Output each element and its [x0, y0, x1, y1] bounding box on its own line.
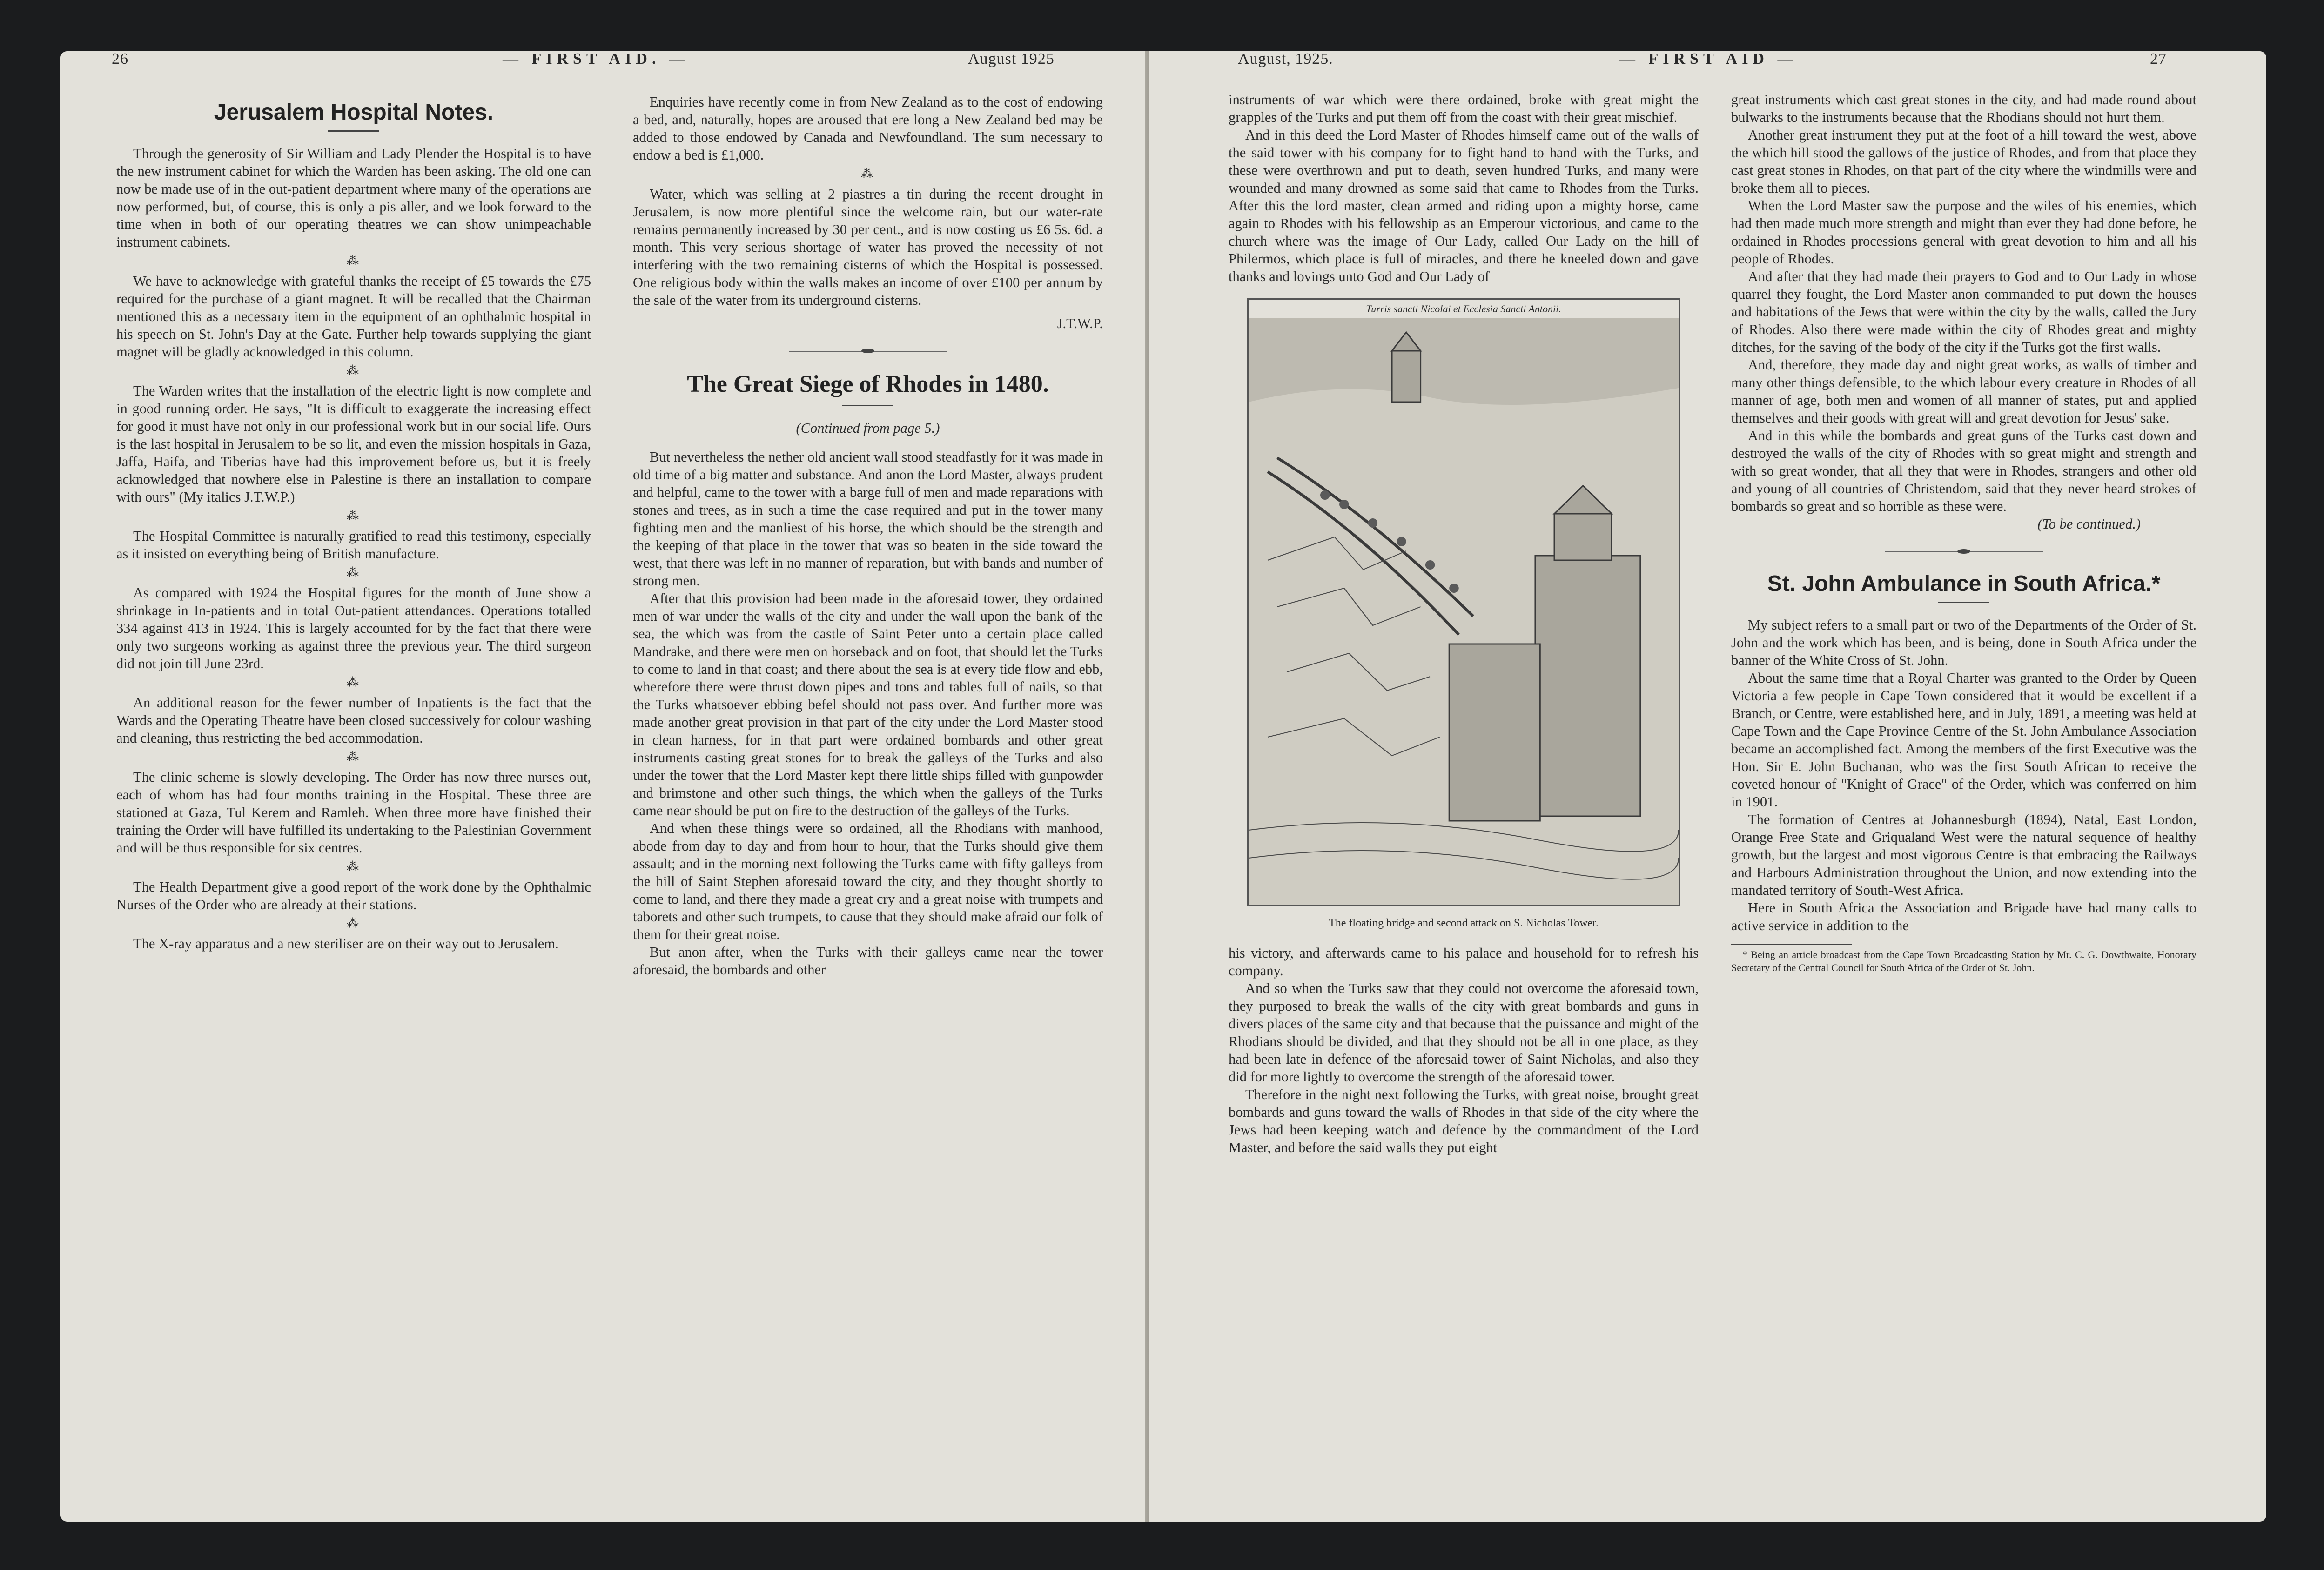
right-running-title: — FIRST AID — [1619, 50, 1798, 67]
continued-note: (Continued from page 5.) [796, 420, 940, 436]
left-column-1 [116, 88, 591, 953]
woodcut-illustration [1247, 298, 1680, 906]
paragraph: The Warden writes that the installation of the electric light is now complete and in good running order. He says, "It is difficult to exaggerate the increasing effect for good it must have not only in our professional work but in our social life. Ours is the last hospital in Jerusalem to be so lit, and even the mission hospitals in Gaza, Jaffa, Haifa, and Tiberias have had this improvement before us, but it is freely acknowledged that nowhere else in Palestine is there an installation to compare with ours" (My italics J.T.W.P.) [116, 383, 591, 505]
signature: J.T.W.P. [1057, 315, 1103, 331]
asterism: ⁂ [347, 750, 361, 764]
right-date: August, 1925. [1238, 50, 1333, 67]
paragraph: We have to acknowledge with grateful thanks the receipt of £5 towards the £75 required for the purchase of a giant magnet. It will be recalled that the Chairman mentioned this as a necessary item in the equipment of an ophthalmic hospital in his speech on St. John's Day at the Gate. Further help towards supplying the giant magnet will be gladly acknowledged in this column. [116, 273, 591, 360]
paragraph: An additional reason for the fewer number of Inpatients is the fact that the Wards and the Operating Theatre have been closed successively for colour washing and cleaning, thus restricting the bed accommodation. [116, 695, 591, 746]
paragraph: The clinic scheme is slowly developing. The Order has now three nurses out, each of whom has had four months training in the Hospital. These three are stationed at Gaza, Tul Kerem and Ramleh. When three more have finished their training the Order will have fulfilled its undertaking to the Palestinian Government and will be thus responsible for six centres. [116, 769, 591, 856]
asterism: ⁂ [347, 566, 361, 579]
paragraph: instruments of war which were there ordained, broke with great might the grapples of the Turks and put them off from the coast with their great mischief. [1229, 92, 1699, 125]
title-rule [328, 130, 379, 132]
paragraph: Enquiries have recently come in from New Zealand as to the cost of endowing a bed, and, naturally, hopes are aroused that ere long a New Zealand bed may be added to those endowed by Canada and Newfoundland. The sum necessary to endow a bed is £1,000. [633, 94, 1103, 163]
paragraph: About the same time that a Royal Charter was granted to the Order by Queen Victoria a few people in Cape Town considered that it would be excellent if a Branch, or Centre, were established here, and in July, 1891, a meeting was held at Cape Town and the Cape Province Centre of the St. John Ambulance Association became an accomplished fact. Among the members of the first Executive was the Hon. Sir E. John Buchanan, who was the first South African to receive the coveted honour of "Knight of Grace" of the Order, which was conferred on him in 1901. [1731, 670, 2196, 810]
to-be-continued: (To be continued.) [2037, 516, 2141, 532]
asterism: ⁂ [347, 860, 361, 873]
asterism: ⁂ [347, 917, 361, 930]
asterism: ⁂ [347, 364, 361, 377]
paragraph: And after that they had made their prayers to God and to Our Lady in whose quarrel they fought, the Lord Master anon commanded to put down the houses and habitations of the Jews that were within the city by the walls, called the Jury of Rhodes. Also there were made within the city of Rhodes great and mighty ditches, for the saving of the body of the city if the Turks got the first walls. [1731, 268, 2196, 355]
asterism: ⁂ [347, 254, 361, 268]
south-africa-title: St. John Ambulance in South Africa.* [1767, 571, 2161, 596]
rhodes-title: The Great Siege of Rhodes in 1480. [687, 371, 1049, 397]
paragraph: And so when the Turks saw that they could not overcome the aforesaid town, they purposed to break the walls of the city with great bombards and guns in divers places of the same city and that because that the puissance and might of the Rhodians should be divided, and that they should not be all in one place, as they had been late in defence of the aforesaid tower of Saint Nicholas, and also they did for more lightly to overcome the strength of the aforesaid tower. [1229, 980, 1699, 1085]
paragraph: After that this provision had been made in the aforesaid tower, they ordained men of war under the walls of the city and under the wall upon the bank of the sea, the which was from the castle of Saint Peter unto a certain place called Mandrake, and there were men on horseback and on foot, that should let the Turks to come to land in that coast; and there about the sea is at every tide flow and ebb, wherefore there were thrust down pipes and tons and tables full of nails, so that the Turks whatsoever ebbing befel should not pass over. And further more was made another great provision in that part of the city under the Lord Master stood in clean harness, for in that part were ordained bombards and other great instruments casting great stones for to break the galleys of the Turks and also under the tower that the Lord Master kept there little ships filled with gunpowder and brimstone and other such things, the which when the galleys of the Turks came near should be put on fire to the destruction of the galleys of the Turks. [633, 590, 1103, 819]
paragraph: And in this while the bombards and great guns of the Turks cast down and destroyed the walls of the city of Rhodes with so great might and strength and with so great wonder, that all they that were in Rhodes, strangers and other old and young of all countries of Christendom, said that they never heard strokes of bombards so great and so horrible as these were. [1731, 428, 2196, 514]
paragraph: Through the generosity of Sir William and Lady Plender the Hospital is to have the new instrument cabinet for which the Warden has been asking. The old one can now be made use of in the out-patient department where many of the operations are now performed, but, of course, this is only a pis aller, and we look forward to the time when in both of our operating theatres we can show unimpeachable instrument cabinets. [116, 146, 591, 250]
left-column-2 [633, 93, 1103, 979]
asterism: ⁂ [347, 509, 361, 523]
title-rule [1938, 602, 1989, 603]
section-ornament [1885, 551, 2043, 552]
paragraph: The Health Department give a good report of the work done by the Ophthalmic Nurses of the Order who are already at their stations. [116, 879, 591, 912]
paragraph: Here in South Africa the Association and Brigade have had many calls to active service in addition to the [1731, 900, 2196, 933]
title-rule [842, 405, 893, 406]
right-column-2 [1731, 91, 2196, 974]
woodcut-title: Turris sancti Nicolai et Ecclesia Sancti Antonii. [1249, 300, 1679, 320]
paragraph: Water, which was selling at 2 piastres a tin during the recent drought in Jerusalem, is now more plentiful since the welcome rain, but our water-rate remains permanently increased by 30 per cent., and is now costing us £6 5s. 6d. a month. This very serious shortage of water has proved the necessity of not interfering with the two remaining cisterns of which the Hospital is possessed. One religious body within the walls makes an income of over £100 per annum by the sale of the water from its underground cisterns. [633, 186, 1103, 308]
paragraph: But nevertheless the nether old ancient wall stood steadfastly for it was made in old time of a big matter and substance. And anon the Lord Master, always prudent and helpful, came to the tower with a barge full of men and made reparations with stones and trees, as in such a time the case required and put in the tower many fighting men and the manliest of his horse, the which should be the strength and the keeping of that place in the tower that was so beaten in the side toward the west, that there was left in no manner of reparation, but with bands and number of strong men. [633, 449, 1103, 589]
woodcut-siege-picture [1249, 318, 1679, 905]
woodcut-caption: The floating bridge and second attack on S. Nicholas Tower. [1329, 917, 1599, 929]
left-page-number: 26 [112, 50, 128, 67]
paragraph: When the Lord Master saw the purpose and the wiles of his enemies, which had then made much more strength and might than ever they had done before, he ordained in Rhodes processions general with great devotion to him and all his people of Rhodes. [1731, 198, 2196, 267]
right-page-number: 27 [2150, 50, 2167, 67]
jerusalem-title: Jerusalem Hospital Notes. [214, 100, 494, 125]
paragraph: great instruments which cast great stones in the city, and had made round about bulwarks to the instruments because that the Rhodians should not hurt them. [1731, 92, 2196, 125]
asterism: ⁂ [347, 676, 361, 689]
paragraph: The Hospital Committee is naturally gratified to read this testimony, especially as it insisted on everything being of British manufacture. [116, 528, 591, 562]
paragraph: Therefore in the night next following the Turks, with great noise, brought great bombards and guns toward the walls of Rhodes in that side of the city where the Jews had been keeping watch and defence by the commandment of the Lord Master, and before the said walls they put eight [1229, 1087, 1699, 1155]
paragraph: his victory, and afterwards came to his palace and household for to refresh his company. [1229, 945, 1699, 979]
asterism: ⁂ [861, 167, 875, 181]
right-column-1 [1229, 91, 1699, 1156]
footnote: * Being an article broadcast from the Cape Town Broadcasting Station by Mr. C. G. Dowthwaite, Honorary Secretary of the Central Council for South Africa of the Order of St. John. [1731, 949, 2196, 973]
section-ornament [789, 351, 947, 352]
left-date: August 1925 [968, 50, 1055, 67]
paragraph: But anon after, when the Turks with their galleys came near the tower aforesaid, the bombards and other [633, 944, 1103, 978]
paragraph: The X-ray apparatus and a new steriliser are on their way out to Jerusalem. [133, 936, 559, 952]
paragraph: As compared with 1924 the Hospital figures for the month of June show a shrinkage in In-patients and in total Out-patient attendances. Operations totalled 334 against 413 in 1924. This is largely accounted for by the fact that there were only two surgeons working as against three the previous year. The third surgeon did not join till June 23rd. [116, 585, 591, 671]
paragraph: Another great instrument they put at the foot of a hill toward the west, above the which hill stood the gallows of the justice of Rhodes, and from that place they cast great stones in Rhodes, on that part of the city where the windmills were and broke them all to pieces. [1731, 127, 2196, 196]
paragraph: And in this deed the Lord Master of Rhodes himself came out of the walls of the said tower with his company for to fight hand to hand with the Turks, and these were overthrown and put to death, seven hundred Turks, and many were wounded and many drowned as some said that came to Rhodes from the Turks. After this the lord master, clean armed and riding upon a mighty horse, came again to Rhodes with his fellowship as an Emperour victorious, and came to the church where was the image of Our Lady, called Our Lady on the hill of Philermos, which place is full of miracles, and there he kneeled down and gave thanks and lovings unto God and Our Lady of [1229, 127, 1699, 284]
paragraph: And when these things were so ordained, all the Rhodians with manhood, abode from day to day and from hour to hour, that the Turks should give them assault; and in the morning next following the Turks came with fifty galleys from the hill of Saint Stephen aforesaid toward the city, and they thought shortly to come to land, and there they made a great cry and a great noise with trumpets and taborets and other such trumpets, to cause that they should make afraid our folk of them for their great noise. [633, 820, 1103, 942]
paragraph: And, therefore, they made day and night great works, as walls of timber and many other things defensible, to the which labour every creature in Rhodes of all manner of age, both men and women of all manner of states, put and applied themselves and their goods with great will and great devotion for Jesus' sake. [1731, 357, 2196, 426]
footnote-rule [1731, 944, 1852, 945]
paragraph: My subject refers to a small part or two of the Departments of the Order of St. John and the work which has been, and is being, done in South Africa under the banner of the White Cross of St. John. [1731, 617, 2196, 668]
paragraph: The formation of Centres at Johannesburgh (1894), Natal, East London, Orange Free State and Griqualand West were the natural sequence of healthy growth, but the largest and most vigorous Centre is that embracing the Railways and Harbours Administration throughout the Union, and now extending into the mandated territory of South-West Africa. [1731, 812, 2196, 898]
left-running-title: — FIRST AID. — [503, 50, 690, 67]
